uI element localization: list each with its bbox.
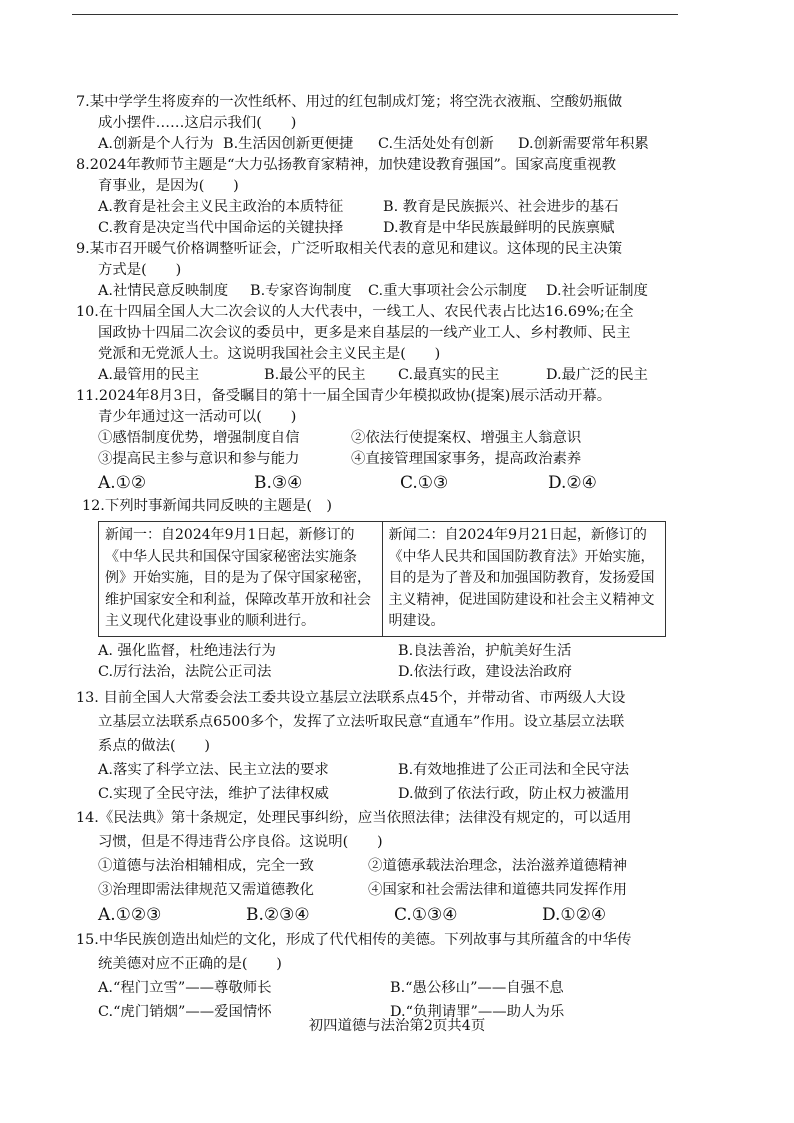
- question-14-stem-line-2: 习惯，但是不得违背公序良俗。这说明( ): [98, 833, 383, 850]
- option-b[interactable]: B. 教育是民族振兴、社会进步的基石: [383, 199, 619, 215]
- option-d[interactable]: D.依法行政，建设法治政府: [398, 663, 572, 680]
- question-10-stem-line-3: 党派和无党派人士。这说明我国社会主义民主是( ): [98, 346, 441, 362]
- option-c[interactable]: C.教育是决定当代中国命运的关键抉择: [98, 220, 344, 236]
- question-15-stem-line-2: 统美德对应不正确的是( ): [98, 955, 282, 972]
- option-c[interactable]: C.①③: [400, 473, 449, 493]
- option-d[interactable]: D.创新需要常年积累: [518, 136, 649, 152]
- question-7-options: [76, 134, 686, 155]
- option-c[interactable]: C.“虎门销烟”——爱国情怀: [98, 1003, 272, 1020]
- option-a[interactable]: A.教育是社会主义民主政治的本质特征: [98, 199, 344, 215]
- page-footer: 初四道德与法治第2页共4页: [308, 1018, 486, 1034]
- option-a[interactable]: A.社情民意反映制度: [98, 283, 229, 299]
- option-a[interactable]: A.落实了科学立法、民主立法的要求: [98, 761, 329, 778]
- option-d[interactable]: D.“负荆请罪”——助人为乐: [390, 1003, 565, 1020]
- option-a[interactable]: A.最管用的民主: [98, 367, 200, 383]
- option-d[interactable]: D.最广泛的民主: [546, 367, 648, 383]
- question-7-stem-line-2: 成小摆件……这启示我们( ): [98, 115, 297, 131]
- question-15: [76, 928, 686, 1024]
- option-b[interactable]: B.“愚公移山”——自强不息: [390, 979, 564, 996]
- option-a[interactable]: A.创新是个人行为: [98, 136, 214, 152]
- option-a[interactable]: A.①②③: [98, 904, 162, 925]
- question-12-stem: 12.下列时事新闻共同反映的主题是( ): [82, 498, 332, 514]
- question-11: [76, 386, 686, 496]
- news-table: [98, 521, 666, 637]
- question-8: [76, 155, 686, 239]
- question-14-options: [76, 902, 686, 928]
- option-b[interactable]: B.专家咨询制度: [250, 283, 352, 299]
- question-9-stem-line-1: 9.某市召开暖气价格调整听证会，广泛听取相关代表的意见和建议。这体现的民主决策: [76, 241, 623, 257]
- question-10-options: [76, 365, 686, 386]
- statement-4: ④直接管理国家事务，提高政治素养: [351, 451, 582, 467]
- question-9-options: [76, 281, 686, 302]
- statement-1: ①感悟制度优势，增强制度自信: [98, 430, 300, 446]
- option-c[interactable]: C.生活处处有创新: [378, 136, 494, 152]
- question-10-stem-line-2: 国政协十四届二次会议的委员中，更多是来自基层的一线产业工人、乡村教师、民主: [98, 325, 631, 341]
- statement-3: ③治理即需法律规范又需道德教化: [98, 881, 314, 898]
- question-14-statements-row-2: [76, 878, 686, 902]
- option-b[interactable]: B.③④: [254, 473, 303, 493]
- question-10-stem-line-1: 10.在十四届全国人大二次会议的人大代表中，一线工人、农民代表占比达16.69%;在全: [76, 304, 634, 320]
- question-list: [76, 92, 686, 1024]
- question-11-stem-line-1: 11.2024年8月3日，备受瞩目的第十一届全国青少年模拟政协(提案)展示活动开幕。: [76, 388, 612, 404]
- question-14: [76, 806, 686, 928]
- option-d[interactable]: D.①②④: [542, 904, 607, 925]
- option-d[interactable]: D.②④: [548, 473, 597, 493]
- question-8-stem-line-1: 8.2024年教师节主题是“大力弘扬教育家精神，加快建设教育强国”。国家高度重视教: [76, 157, 616, 173]
- question-11-statements-row-2: [76, 449, 686, 470]
- question-12: [76, 496, 686, 683]
- option-a[interactable]: A. 强化监督，杜绝违法行为: [98, 642, 276, 659]
- question-13-stem-line-2: 立基层立法联系点6500多个，发挥了立法听取民意“直通车”作用。设立基层立法联: [98, 713, 625, 730]
- option-b[interactable]: B.良法善治，护航美好生活: [398, 642, 572, 659]
- question-9: [76, 239, 686, 302]
- option-a[interactable]: A.①②: [98, 473, 147, 493]
- option-d[interactable]: D.教育是中华民族最鲜明的民族禀赋: [383, 220, 615, 236]
- question-11-options: [76, 470, 686, 496]
- question-13-stem-line-1: 13. 目前全国人大常委会法工委共设立基层立法联系点45个，并带动省、市两级人大设: [76, 689, 626, 706]
- question-8-stem-line-2: 育事业，是因为( ): [98, 178, 239, 194]
- option-c[interactable]: C.重大事项社会公示制度: [368, 283, 527, 299]
- statement-2: ②道德承载法治理念，法治滋养道德精神: [368, 857, 628, 874]
- option-b[interactable]: B.有效地推进了公正司法和全民守法: [398, 761, 630, 778]
- question-11-stem-line-2: 青少年通过这一活动可以( ): [98, 409, 297, 425]
- option-c[interactable]: C.厉行法治，法院公正司法: [98, 663, 272, 680]
- question-8-options-row-2: [76, 218, 686, 239]
- question-15-stem-line-1: 15.中华民族创造出灿烂的文化，形成了代代相传的美德。下列故事与其所蕴含的中华传: [76, 931, 632, 948]
- option-c[interactable]: C.①③④: [394, 904, 458, 925]
- question-13-options-row-2: [76, 782, 686, 806]
- news-item-2: 新闻二：自2024年9月21日起，新修订的《中华人民共和国国防教育法》开始实施，目的是为了普及和加强国防教育，发扬爱国主义精神，促进国防建设和社会主义精神文明建设。: [382, 522, 666, 636]
- question-8-options-row-1: [76, 197, 686, 218]
- question-7-stem-line-1: 7.某中学学生将废弃的一次性纸杯、用过的红包制成灯笼；将空洗衣液瓶、空酸奶瓶做: [76, 94, 623, 110]
- question-14-stem-line-1: 14.《民法典》第十条规定，处理民事纠纷，应当依照法律；法律没有规定的，可以适用: [76, 809, 632, 826]
- option-d[interactable]: D.社会听证制度: [546, 283, 648, 299]
- header-rule: [72, 14, 678, 15]
- statement-4: ④国家和社会需法律和道德共同发挥作用: [368, 881, 628, 898]
- option-d[interactable]: D.做到了依法行政，防止权力被滥用: [398, 785, 630, 802]
- question-12-options-row-2: [76, 662, 686, 683]
- option-b[interactable]: B.最公平的民主: [264, 367, 366, 383]
- question-7: [76, 92, 686, 155]
- statement-2: ②依法行使提案权、增强主人翁意识: [351, 430, 582, 446]
- option-a[interactable]: A.“程门立雪”——尊敬师长: [98, 979, 272, 996]
- news-item-1: 新闻一：自2024年9月1日起，新修订的《中华人民共和国保守国家秘密法实施条例》开始实施，目的是为了保守国家秘密，维护国家安全和利益，保障改革开放和社会主义现代化建设事业的顺利进行。: [105, 527, 371, 630]
- question-9-stem-line-2: 方式是( ): [98, 262, 182, 278]
- option-b[interactable]: B.生活因创新更便捷: [223, 136, 354, 152]
- question-13-stem-line-3: 系点的做法( ): [98, 737, 210, 754]
- question-11-statements-row-1: [76, 428, 686, 449]
- option-b[interactable]: B.②③④: [246, 904, 310, 925]
- question-14-statements-row-1: [76, 854, 686, 878]
- question-12-options-row-1: [76, 641, 686, 662]
- option-c[interactable]: C.最真实的民主: [398, 367, 500, 383]
- option-c[interactable]: C.实现了全民守法，维护了法律权威: [98, 785, 329, 802]
- question-13: [76, 686, 686, 806]
- question-15-options-row-1: [76, 976, 686, 1000]
- question-10: [76, 302, 686, 386]
- statement-3: ③提高民主参与意识和参与能力: [98, 451, 300, 467]
- statement-1: ①道德与法治相辅相成，完全一致: [98, 857, 314, 874]
- question-13-options-row-1: [76, 758, 686, 782]
